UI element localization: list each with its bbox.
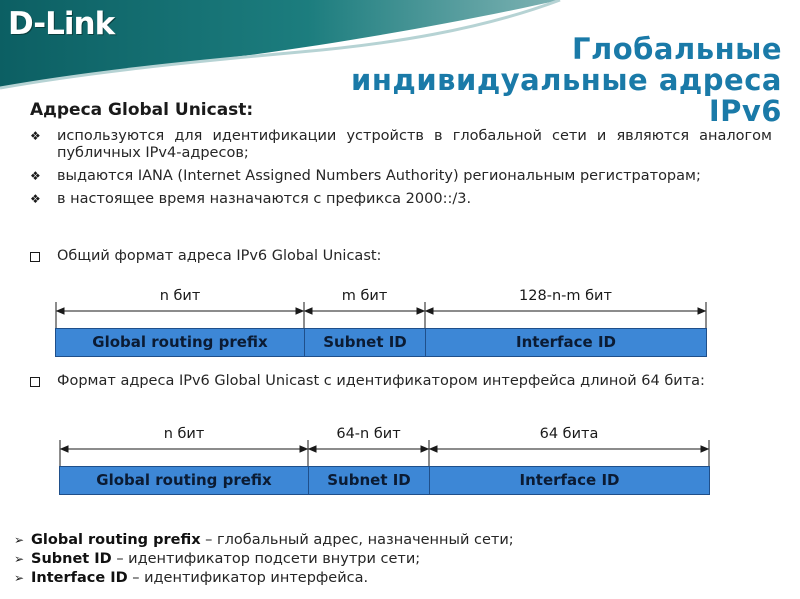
size-label-subnet: m бит (341, 288, 388, 304)
definition-desc: – идентификатор подсети внутри сети; (111, 551, 421, 567)
field-subnet-id: Subnet ID (304, 328, 426, 357)
title-line-2: индивидуальные адреса (351, 63, 782, 97)
field-subnet-id: Subnet ID (308, 466, 430, 495)
title-line-1: Глобальные (572, 32, 782, 66)
size-label-interface: 128-n-m бит (519, 288, 612, 304)
format1-caption: Общий формат адреса IPv6 Global Unicast: (30, 248, 772, 265)
arrow-bullet-icon: ➢ (14, 552, 25, 566)
arrow-bullet-icon: ➢ (14, 571, 25, 585)
definition-term: Global routing prefix (31, 532, 201, 548)
dlink-logo: D-Link (8, 6, 115, 42)
field-interface-id: Interface ID (429, 466, 710, 495)
size-label-prefix: n бит (159, 288, 201, 304)
bullet-text: выдаются IANA (Internet Assigned Numbers Authority) региональным регистраторам; (57, 168, 701, 184)
definition-term: Subnet ID (31, 551, 112, 567)
definitions-list (14, 531, 514, 588)
definition-item (14, 569, 514, 588)
definition-item (14, 550, 514, 569)
diamond-bullet-icon: ❖ (30, 192, 41, 206)
arrow-bullet-icon: ➢ (14, 533, 25, 547)
diamond-bullet-icon: ❖ (30, 129, 41, 143)
diamond-bullet-icon: ❖ (30, 169, 41, 183)
size-label-interface: 64 бита (539, 426, 599, 442)
bullet-text: в настоящее время назначаются с префикса 2000::/3. (57, 191, 472, 207)
definition-item (14, 531, 514, 550)
field-interface-id: Interface ID (425, 328, 707, 357)
bullet-text: используются для идентификации устройств в глобальной сети и являются аналогом публичных IPv4-адресов; (57, 128, 772, 161)
field-global-routing-prefix: Global routing prefix (59, 466, 309, 495)
format2-caption: Формат адреса IPv6 Global Unicast с идентификатором интерфейса длиной 64 бита: (30, 373, 772, 390)
size-label-subnet: 64-n бит (336, 426, 401, 442)
definition-term: Interface ID (31, 570, 128, 586)
field-global-routing-prefix: Global routing prefix (55, 328, 305, 357)
size-label-prefix: n бит (163, 426, 205, 442)
title-line-3: IPv6 (708, 94, 782, 128)
definition-desc: – глобальный адрес, назначенный сети; (200, 532, 514, 548)
definition-desc: – идентификатор интерфейса. (127, 570, 369, 586)
section-heading: Адреса Global Unicast: (30, 100, 254, 120)
